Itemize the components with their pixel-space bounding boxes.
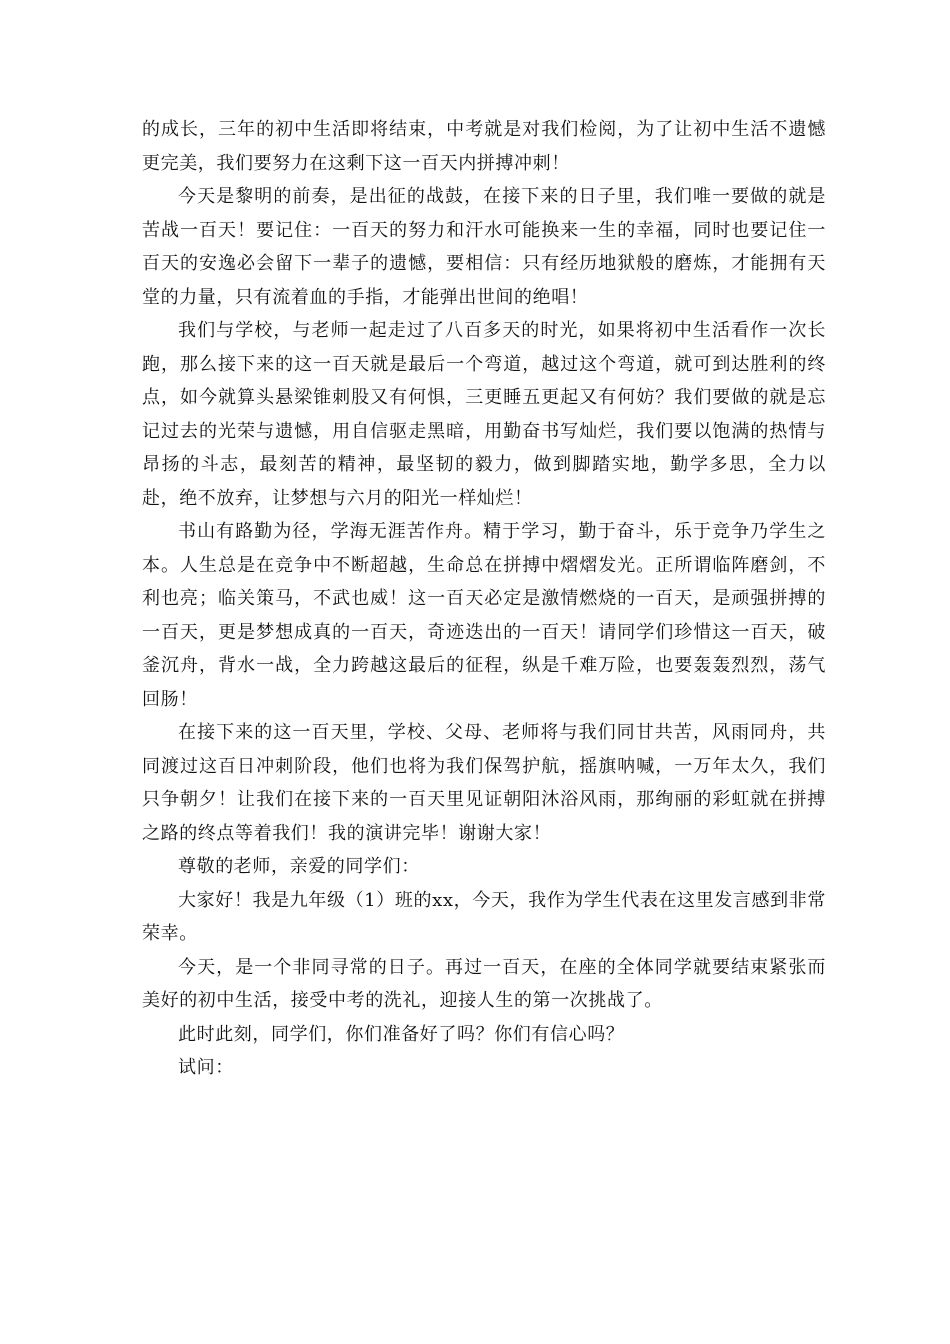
paragraph-continuation: 的成长，三年的初中生活即将结束，中考就是对我们检阅，为了让初中生活不遗憾更完美，我们要努力在这剩下这一百天内拼搏冲刺！	[142, 119, 826, 174]
paragraph-special-day: 今天，是一个非同寻常的日子。再过一百天，在座的全体同学就要结束紧张而美好的初中生活，接受中考的洗礼，迎接人生的第一次挑战了。	[142, 956, 826, 1011]
paragraph-question: 此时此刻，同学们，你们准备好了吗？你们有信心吗？	[178, 1023, 625, 1045]
paragraph-ask: 试问：	[178, 1057, 234, 1078]
paragraph-support-closing: 在接下来的这一百天里，学校、父母、老师将与我们同甘共苦，风雨同舟，共同渡过这百日冲刺阶段，他们也将为我们保驾护航，摇旗呐喊，一万年太久，我们只争朝夕！让我们在接下来的一百天里见证朝阳沐浴风雨，那绚丽的彩虹就在拼搏之路的终点等着我们！我的演讲完毕！谢谢大家！	[142, 722, 826, 844]
document-body	[142, 113, 826, 1085]
paragraph-final-bend: 我们与学校，与老师一起走过了八百多天的时光，如果将初中生活看作一次长跑，那么接下来的这一百天就是最后一个弯道，越过这个弯道，就可到达胜利的终点，如今就算头悬梁锥刺股又有何惧，三更睡五更起又有何妨？我们要做的就是忘记过去的光荣与遗憾，用自信驱走黑暗，用勤奋书写灿烂，我们要以饱满的热情与昂扬的斗志，最刻苦的精神，最坚韧的毅力，做到脚踏实地，勤学多思，全力以赴，绝不放弃，让梦想与六月的阳光一样灿烂！	[142, 320, 826, 509]
paragraph-greeting: 大家好！我是九年级（1）班的xx，今天，我作为学生代表在这里发言感到非常荣幸。	[142, 889, 826, 944]
paragraph-study-diligence: 书山有路勤为径，学海无涯苦作舟。精于学习，勤于奋斗，乐于竞争乃学生之本。人生总是在竞争中不断超越，生命总在拼搏中熠熠发光。正所谓临阵磨剑，不利也亮；临关策马，不武也威！这一百天必定是激情燃烧的一百天，是顽强拼搏的一百天，更是梦想成真的一百天，奇迹迭出的一百天！请同学们珍惜这一百天，破釜沉舟，背水一战，全力跨越这最后的征程，纵是千难万险，也要轰轰烈烈，荡气回肠！	[142, 521, 826, 710]
paragraph-salutation: 尊敬的老师，亲爱的同学们：	[178, 856, 420, 877]
paragraph-dawn-prelude: 今天是黎明的前奏，是出征的战鼓，在接下来的日子里，我们唯一要做的就是苦战一百天！要记住：一百天的努力和汗水可能换来一生的幸福，同时也要记住一百天的安逸必会留下一辈子的遗憾，要相信：只有经历地狱般的磨炼，才能拥有天堂的力量，只有流着血的手指，才能弹出世间的绝唱！	[142, 186, 826, 308]
